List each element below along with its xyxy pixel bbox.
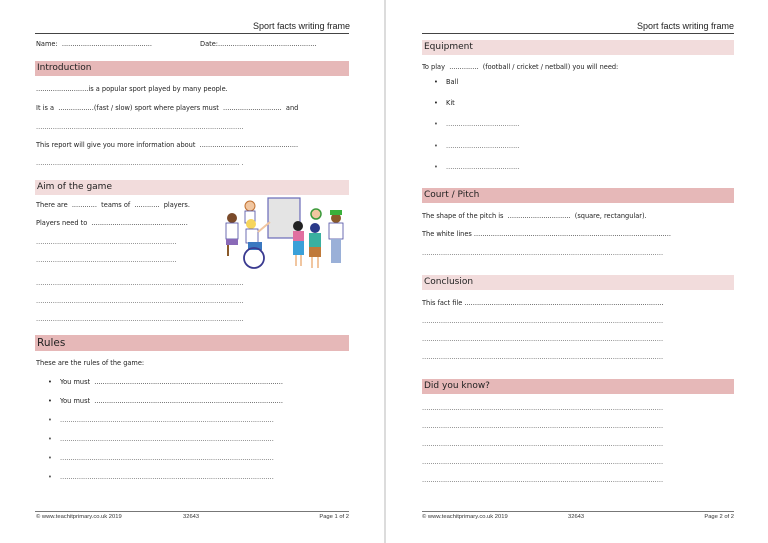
children-group-illustration — [220, 196, 350, 274]
rules-bullet-5[interactable] — [48, 454, 348, 463]
header-rule — [422, 33, 734, 34]
conclusion-line-4[interactable]: ................................................................................................................... — [422, 353, 664, 361]
section-did-you-know: Did you know? — [422, 379, 734, 394]
section-rules: Rules — [35, 335, 349, 351]
bullet-icon: • — [48, 454, 52, 462]
rules-bullet-2[interactable] — [48, 397, 348, 406]
rules-bullet-3[interactable] — [48, 416, 348, 425]
bullet-icon: • — [48, 435, 52, 443]
court-line-2[interactable]: The white lines .............................................................................................. — [422, 230, 671, 238]
did-you-know-line-1[interactable]: ................................................................................................................... — [422, 404, 664, 412]
equipment-bullet-4[interactable] — [434, 142, 519, 151]
date-field[interactable]: Date:............................................... — [200, 40, 317, 48]
bullet-icon: • — [48, 473, 52, 481]
bullet-icon: • — [434, 78, 438, 86]
aim-line-2[interactable]: Players need to .............................................. — [36, 219, 188, 227]
equipment-bullet-text: ................................... — [446, 120, 520, 128]
rules-bullet-4[interactable] — [48, 435, 348, 444]
page-2 — [386, 0, 768, 543]
equipment-bullet-3[interactable] — [434, 120, 519, 129]
did-you-know-line-3[interactable]: ................................................................................................................... — [422, 440, 664, 448]
footer-copyright: © www.teachitprimary.co.uk 2019 — [36, 514, 122, 520]
conclusion-line-3[interactable]: ................................................................................................................... — [422, 335, 664, 343]
rules-bullet-1[interactable] — [48, 378, 348, 387]
conclusion-line-2[interactable]: ................................................................................................................... — [422, 317, 664, 325]
intro-line-4[interactable]: This report will give you more information about ............................................... — [36, 141, 299, 149]
equipment-bullet-1 — [434, 78, 458, 87]
equipment-bullet-5[interactable] — [434, 163, 519, 172]
footer-code: 32643 — [183, 514, 200, 520]
rules-bullet-6[interactable] — [48, 473, 348, 482]
did-you-know-line-5[interactable]: ................................................................................................................... — [422, 476, 664, 484]
footer-rule — [35, 511, 349, 512]
aim-line-4[interactable]: ................................................................... — [36, 256, 177, 264]
aim-line-1[interactable]: There are ............ teams of ............ players. — [36, 201, 190, 209]
aim-line-5[interactable]: ................................................................................................... — [36, 279, 244, 287]
footer-copyright: © www.teachitprimary.co.uk 2019 — [422, 514, 508, 520]
name-field[interactable]: Name: ........................................... — [36, 40, 152, 48]
intro-line-1[interactable]: .........................is a popular sport played by many people. — [36, 85, 228, 93]
footer-page-label: Page 2 of 2 — [704, 514, 734, 520]
intro-line-3[interactable]: ................................................................................................... — [36, 123, 244, 131]
aim-line-7[interactable]: ................................................................................................... — [36, 315, 244, 323]
footer-code: 32643 — [568, 514, 585, 520]
rules-bullet-text: You must .......................................................................................... — [60, 378, 283, 386]
did-you-know-line-2[interactable]: ................................................................................................................... — [422, 422, 664, 430]
bullet-icon: • — [434, 120, 438, 128]
bullet-icon: • — [434, 99, 438, 107]
rules-bullet-text: ...................................................................................................... — [60, 416, 274, 424]
footer-rule — [422, 511, 734, 512]
court-line-3[interactable]: ................................................................................................................... — [422, 249, 664, 257]
footer-page-label: Page 1 of 2 — [319, 514, 349, 520]
intro-line-2[interactable]: It is a .................(fast / slow) sport where players must ............................ and — [36, 104, 299, 112]
rules-bullet-text: ...................................................................................................... — [60, 473, 274, 481]
bullet-icon: • — [48, 397, 52, 405]
section-conclusion: Conclusion — [422, 275, 734, 290]
section-introduction: Introduction — [35, 61, 349, 76]
rules-bullet-text: ...................................................................................................... — [60, 454, 274, 462]
rules-intro: These are the rules of the game: — [36, 359, 145, 367]
section-aim-of-the-game: Aim of the game — [35, 180, 349, 195]
bullet-icon: • — [48, 378, 52, 386]
equipment-bullet-2 — [434, 99, 455, 108]
court-line-1[interactable]: The shape of the pitch is .............................. (square, rectangular). — [422, 212, 647, 220]
section-court-pitch: Court / Pitch — [422, 188, 734, 203]
intro-line-5[interactable]: ................................................................................................. . — [36, 159, 244, 167]
equipment-bullet-text: ................................... — [446, 163, 520, 171]
did-you-know-line-4[interactable]: ................................................................................................................... — [422, 458, 664, 466]
aim-line-6[interactable]: ................................................................................................... — [36, 297, 244, 305]
header-title: Sport facts writing frame — [636, 21, 734, 31]
header-title: Sport facts writing frame — [252, 21, 350, 31]
bullet-icon: • — [434, 142, 438, 150]
conclusion-line-1[interactable]: This fact file ............................................................................................... — [422, 299, 664, 307]
equipment-bullet-text: ................................... — [446, 142, 520, 150]
equipment-bullet-text: Kit — [446, 99, 455, 107]
header-rule — [35, 33, 349, 34]
bullet-icon: • — [48, 416, 52, 424]
section-equipment: Equipment — [422, 40, 734, 55]
bullet-icon: • — [434, 163, 438, 171]
equipment-bullet-text: Ball — [446, 78, 459, 86]
rules-bullet-text: You must .......................................................................................... — [60, 397, 283, 405]
rules-bullet-text: ...................................................................................................... — [60, 435, 274, 443]
equipment-intro[interactable]: To play .............. (football / cricket / netball) you will need: — [422, 63, 619, 71]
aim-line-3[interactable]: ................................................................... — [36, 238, 177, 246]
